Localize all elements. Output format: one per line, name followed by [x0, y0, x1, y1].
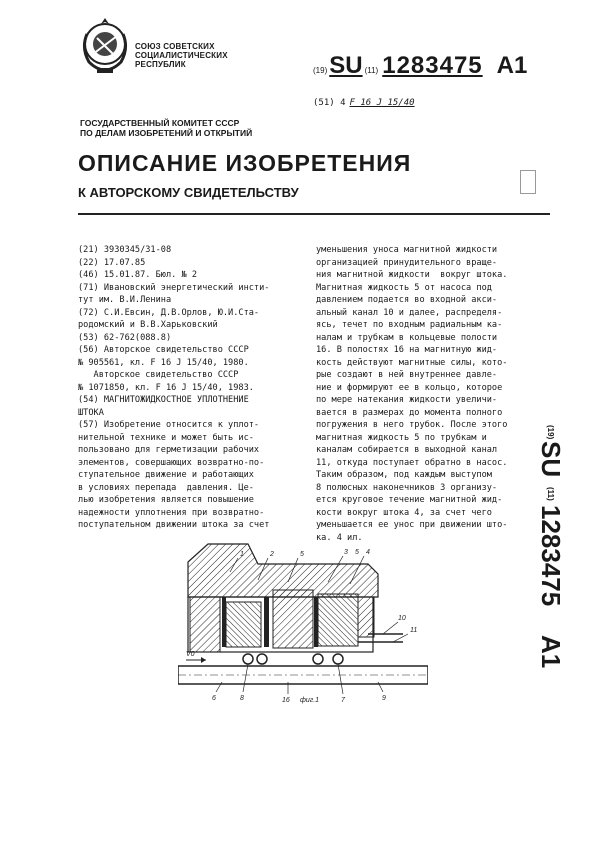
text-line: по мере натекания жидкости увеличи- — [316, 395, 498, 405]
patent-number: 1283475 — [382, 52, 483, 79]
text-line: (56) Авторское свидетельство СССР — [78, 345, 249, 355]
figure-label: 10 — [398, 615, 406, 622]
text-line: родомский и В.В.Харьковский — [78, 320, 218, 330]
library-stamp — [520, 170, 536, 194]
text-line: ния магнитной жидкости вокруг штока. — [316, 270, 508, 280]
text-line: ШТОКА — [78, 407, 104, 418]
seal-cross-section-figure — [178, 542, 428, 707]
text-line: Таким образом, под каждым выступом — [316, 470, 492, 480]
org-line: СОЦИАЛИСТИЧЕСКИХ — [135, 51, 228, 60]
state-emblem-icon — [77, 14, 133, 76]
figure-label: 7 — [341, 697, 345, 704]
org-line: РЕСПУБЛИК — [135, 60, 186, 69]
text-line: (22) 17.07.85 — [78, 257, 146, 268]
text-line: (72) С.И.Евсин, Д.В.Орлов, Ю.И.Ста- — [78, 307, 260, 318]
text-line: магнитная жидкость 5 по трубкам и — [316, 432, 487, 443]
left-column — [78, 244, 300, 532]
text-line: (53) 62-762(088.8) — [78, 332, 172, 343]
text-line: организацией принудительного враще- — [316, 257, 498, 268]
text-line: налам и трубкам в кольцевые полости — [316, 332, 498, 343]
org-line: СОЮЗ СОВЕТСКИХ — [135, 42, 215, 51]
text-line: (57) Изобретение относится к уплот- — [78, 420, 260, 430]
figure-label: 16 — [282, 697, 290, 704]
text-line: надежности уплотнения при возвратно- — [78, 507, 265, 518]
header-divider — [78, 213, 550, 215]
text-line: уменьшения уноса магнитной жидкости — [316, 245, 498, 255]
org-name — [135, 42, 228, 69]
country-code: SU — [329, 52, 363, 79]
text-line: 11, откуда поступает обратно в насос. — [316, 457, 508, 468]
document-title: ОПИСАНИЕ ИЗОБРЕТЕНИЯ — [78, 150, 412, 176]
side-kind: A1 — [536, 635, 566, 669]
text-line: ние и формируют ее в кольцо, которое — [316, 382, 503, 393]
text-line: ка. 4 ил. — [316, 532, 363, 543]
figure-label: 5 — [355, 549, 359, 556]
text-line: рые создают в ней внутреннее давле- — [316, 370, 498, 380]
figure-label: 11 — [410, 627, 418, 634]
text-line: вается в размерах до момента полного — [316, 407, 503, 418]
ipc-class — [313, 98, 415, 108]
figure-label: 6 — [212, 695, 216, 702]
text-line: (71) Ивановский энергетический инсти- — [78, 282, 270, 293]
side-number: 1283475 — [536, 505, 566, 607]
side-num-prefix: (11) — [546, 487, 555, 501]
side-pub-prefix: (19) — [546, 425, 555, 440]
figure-label: 1 — [240, 551, 244, 558]
ipc-prefix: (51) 4 — [313, 98, 346, 108]
text-line: № 1071850, кл. F 16 J 15/40, 1983. — [78, 382, 254, 393]
figure-label: 2 — [270, 551, 274, 558]
text-line: 8 полюсных наконечников 3 организу- — [316, 482, 498, 493]
figure-label: 4 — [366, 549, 370, 556]
text-line: (46) 15.01.87. Бюл. № 2 — [78, 270, 197, 280]
figure-label: 3 — [344, 549, 348, 556]
text-line: ясь, течет по входным радиальным ка- — [316, 320, 503, 330]
text-line: ется круговое течение магнитной жид- — [316, 495, 503, 505]
text-line: 16. В полостях 16 на магнитную жид- — [316, 345, 498, 355]
text-line: кости вокруг штока 4, за счет чего — [316, 507, 492, 518]
ipc-value: F 16 J 15/40 — [349, 98, 415, 108]
committee-name — [80, 118, 252, 138]
text-line: (21) 3930345/31-08 — [78, 245, 172, 255]
pub-prefix: (19) — [313, 66, 328, 75]
text-line: элементов, совершающих возвратно-по- — [78, 457, 265, 468]
publication-number — [313, 52, 527, 80]
text-line: Авторское свидетельство СССР — [78, 370, 239, 380]
text-line: альный канал 10 и далее, распределя- — [316, 307, 503, 318]
text-line: поступательном движении штока за счет — [78, 520, 270, 530]
figure-label: 5 — [300, 551, 304, 558]
kind-code: A1 — [496, 52, 528, 79]
side-publication-label — [524, 425, 584, 675]
text-line: кость действуют магнитные силы, кото- — [316, 357, 508, 368]
text-line: в условиях перепада давления. Це- — [78, 482, 254, 493]
figure-caption: фиг.1 — [300, 697, 320, 704]
text-line: каналам собирается в выходной канал — [316, 445, 498, 455]
text-line: тут им. В.И.Ленина — [78, 295, 172, 305]
text-line: ступательное движение и работающих — [78, 470, 254, 480]
figure-label: 9 — [382, 695, 386, 702]
side-country: SU — [536, 441, 566, 478]
text-line: погружения в него трубок. После этого — [316, 420, 508, 430]
text-line: нительной технике и может быть ис- — [78, 432, 254, 443]
text-line: пользовано для герметизации рабочих — [78, 445, 260, 455]
text-line: Магнитная жидкость 5 от насоса под — [316, 282, 492, 293]
text-line: (54) МАГНИТОЖИДКОСТНОЕ УПЛОТНЕНИЕ — [78, 395, 249, 405]
text-line: лью изобретения является повышение — [78, 495, 254, 505]
text-line: № 905561, кл. F 16 J 15/40, 1980. — [78, 357, 249, 368]
figure-label: V0 — [186, 651, 195, 658]
committee-line: ГОСУДАРСТВЕННЫЙ КОМИТЕТ СССР — [80, 118, 240, 128]
text-line: давлением подается во входной акси- — [316, 295, 498, 305]
figure-label: 8 — [240, 695, 244, 702]
right-column — [316, 244, 544, 544]
num-prefix: (11) — [364, 66, 379, 75]
document-subtitle: К АВТОРСКОМУ СВИДЕТЕЛЬСТВУ — [78, 185, 299, 200]
text-line: уменьшается ее унос при движении што- — [316, 520, 508, 530]
committee-line: ПО ДЕЛАМ ИЗОБРЕТЕНИЙ И ОТКРЫТИЙ — [80, 128, 253, 138]
